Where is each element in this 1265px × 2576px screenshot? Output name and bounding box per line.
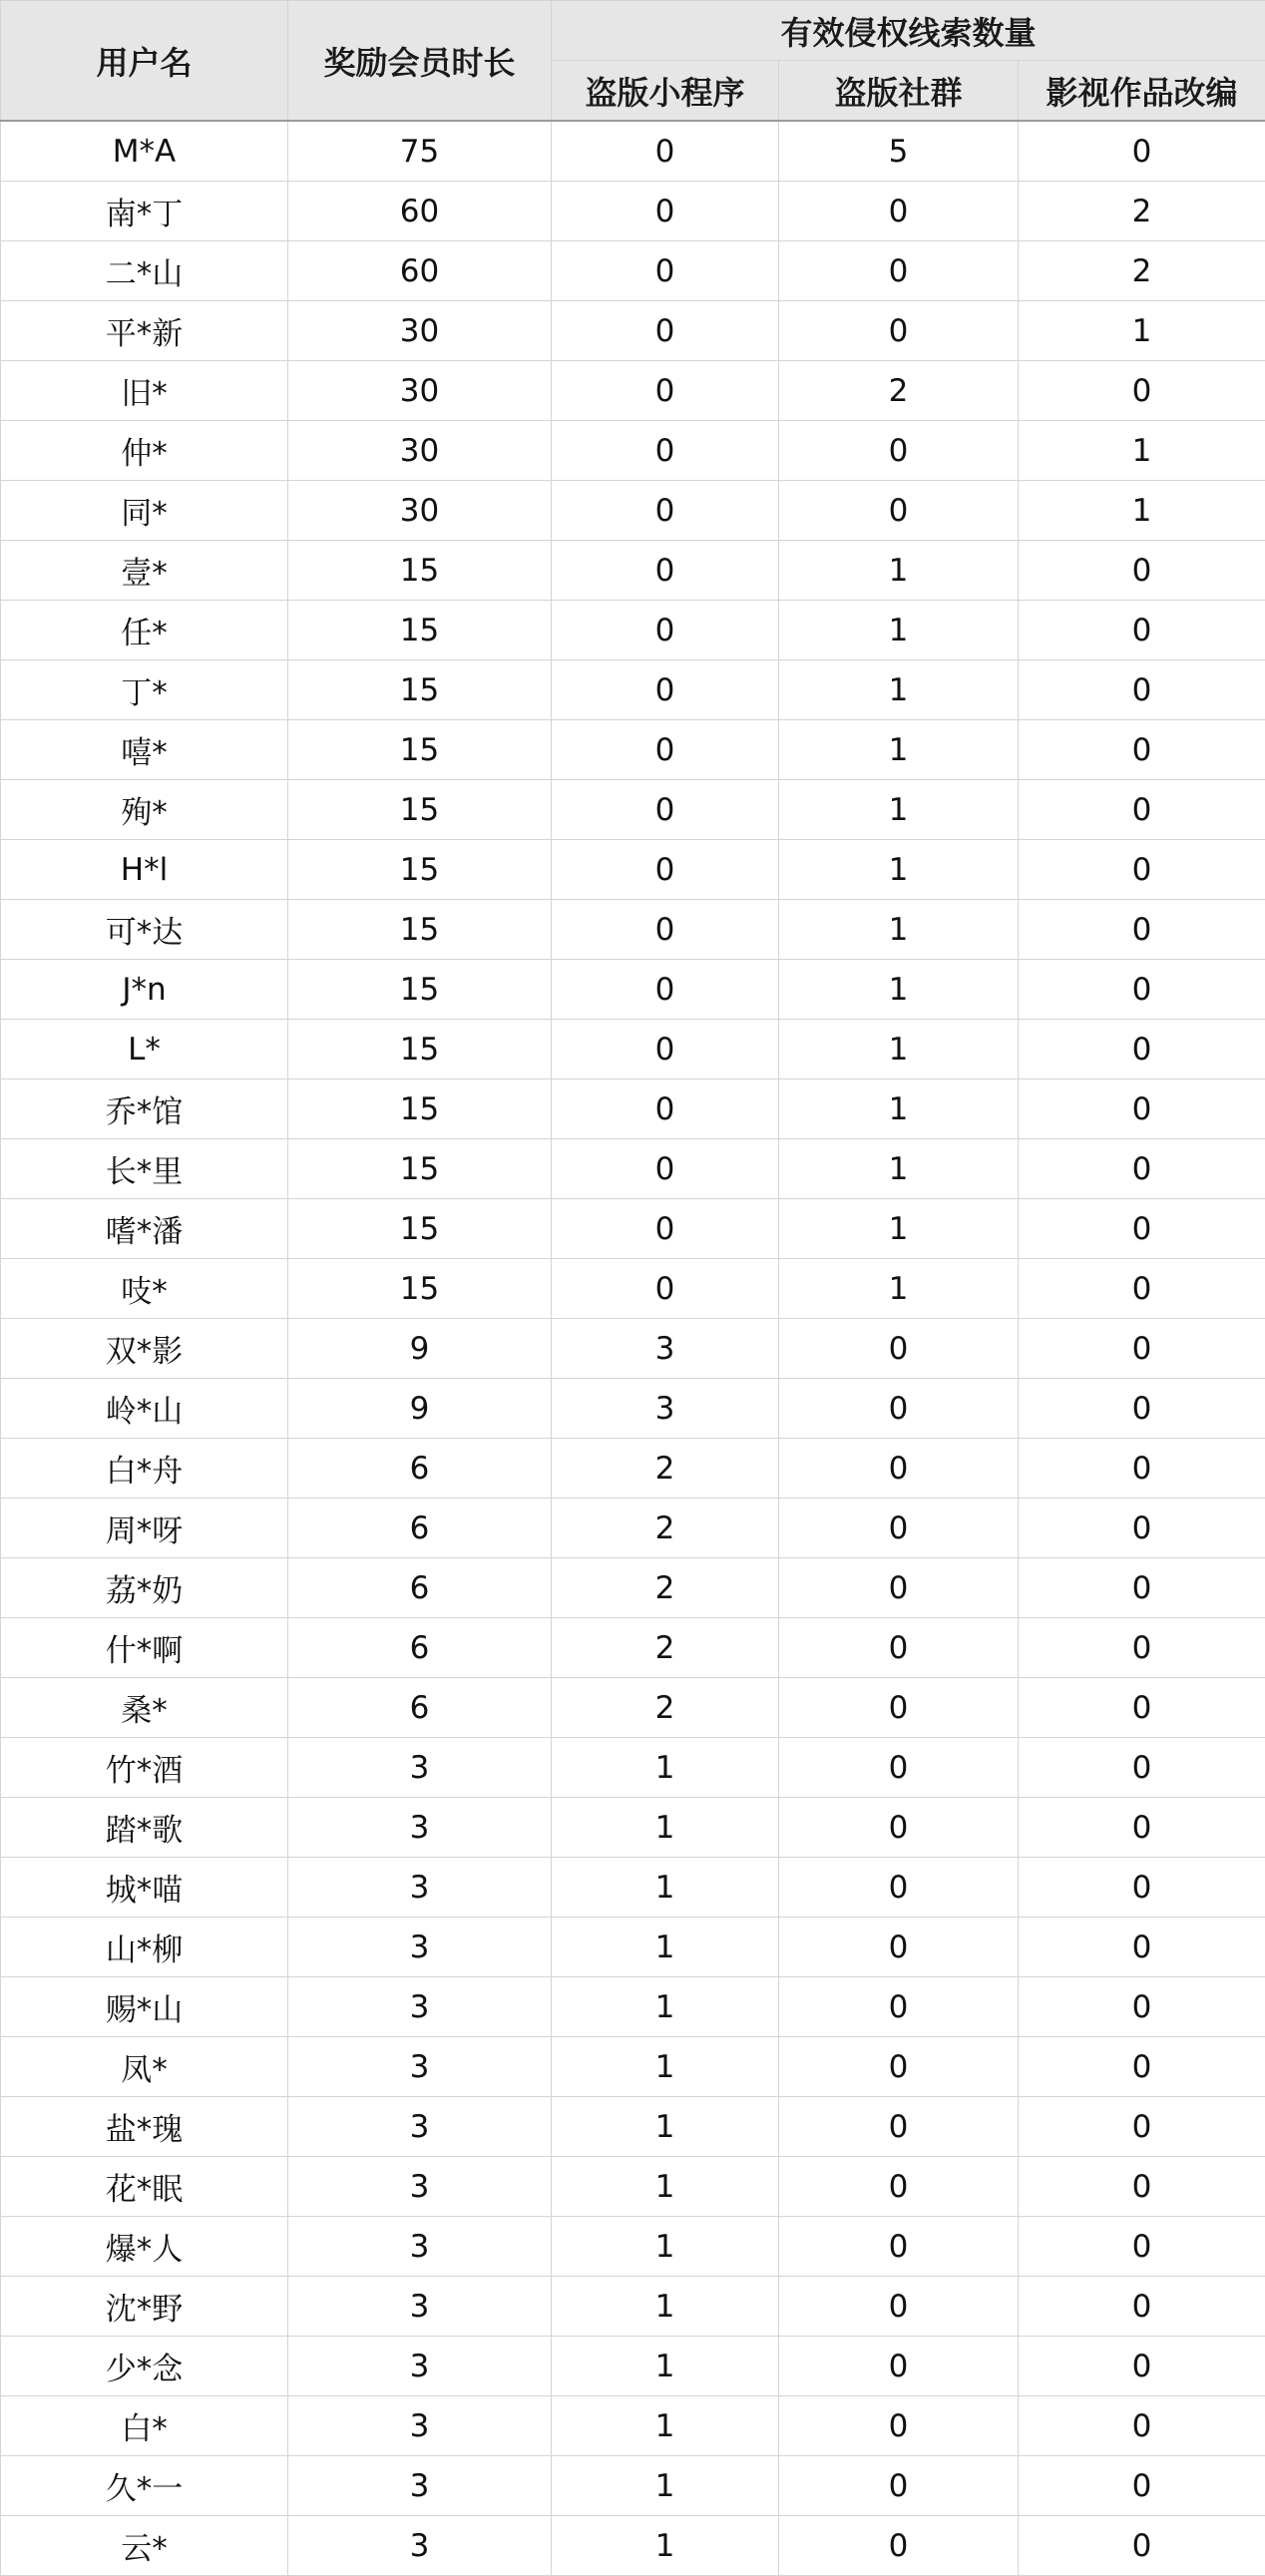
cell-film-adaptation: 0 <box>1019 2396 1265 2456</box>
cell-community: 1 <box>779 780 1019 840</box>
cell-duration: 15 <box>288 1259 552 1319</box>
header-film-adaptation: 影视作品改编 <box>1019 61 1265 122</box>
table-row <box>1 780 1265 840</box>
cell-film-adaptation: 1 <box>1019 301 1265 361</box>
cell-mini-program: 0 <box>552 182 779 241</box>
cell-duration: 15 <box>288 900 552 960</box>
cell-duration: 15 <box>288 1079 552 1139</box>
cell-film-adaptation: 0 <box>1019 1618 1265 1678</box>
header-mini-program: 盗版小程序 <box>552 61 779 122</box>
cell-mini-program: 2 <box>552 1439 779 1499</box>
cell-film-adaptation: 0 <box>1019 1918 1265 1977</box>
cell-duration: 30 <box>288 421 552 481</box>
cell-duration: 15 <box>288 660 552 720</box>
table-row <box>1 1618 1265 1678</box>
cell-duration: 3 <box>288 2396 552 2456</box>
table-row <box>1 481 1265 541</box>
cell-community: 0 <box>779 1798 1019 1858</box>
cell-mini-program: 3 <box>552 1319 779 1379</box>
cell-community: 0 <box>779 2396 1019 2456</box>
table-row <box>1 1977 1265 2037</box>
cell-film-adaptation: 0 <box>1019 960 1265 1020</box>
cell-community: 0 <box>779 2217 1019 2277</box>
cell-duration: 30 <box>288 481 552 541</box>
cell-duration: 6 <box>288 1558 552 1618</box>
cell-mini-program: 1 <box>552 2157 779 2217</box>
table-row <box>1 840 1265 900</box>
cell-film-adaptation: 0 <box>1019 840 1265 900</box>
cell-duration: 6 <box>288 1678 552 1738</box>
cell-username: 赐*山 <box>1 1977 288 2037</box>
cell-mini-program: 3 <box>552 1379 779 1439</box>
cell-duration: 3 <box>288 1977 552 2037</box>
cell-duration: 6 <box>288 1618 552 1678</box>
cell-duration: 15 <box>288 780 552 840</box>
cell-film-adaptation: 1 <box>1019 481 1265 541</box>
table-row <box>1 421 1265 481</box>
cell-duration: 3 <box>288 2456 552 2516</box>
cell-film-adaptation: 0 <box>1019 1678 1265 1738</box>
cell-username: 什*啊 <box>1 1618 288 1678</box>
cell-community: 0 <box>779 2097 1019 2157</box>
cell-film-adaptation: 0 <box>1019 2277 1265 2337</box>
cell-username: H*l <box>1 840 288 900</box>
cell-community: 0 <box>779 2157 1019 2217</box>
table-row <box>1 1139 1265 1199</box>
cell-community: 0 <box>779 241 1019 301</box>
cell-film-adaptation: 0 <box>1019 1738 1265 1798</box>
cell-username: 山*柳 <box>1 1918 288 1977</box>
cell-mini-program: 1 <box>552 2337 779 2396</box>
cell-film-adaptation: 0 <box>1019 1499 1265 1558</box>
table-row <box>1 2337 1265 2396</box>
cell-mini-program: 1 <box>552 1858 779 1918</box>
cell-community: 1 <box>779 541 1019 601</box>
cell-duration: 60 <box>288 182 552 241</box>
cell-film-adaptation: 0 <box>1019 780 1265 840</box>
cell-mini-program: 0 <box>552 720 779 780</box>
cell-mini-program: 0 <box>552 241 779 301</box>
cell-username: 荔*奶 <box>1 1558 288 1618</box>
cell-film-adaptation: 0 <box>1019 1798 1265 1858</box>
cell-username: 乔*馆 <box>1 1079 288 1139</box>
cell-duration: 15 <box>288 840 552 900</box>
cell-community: 0 <box>779 1738 1019 1798</box>
cell-community: 0 <box>779 1977 1019 2037</box>
cell-film-adaptation: 2 <box>1019 182 1265 241</box>
cell-mini-program: 1 <box>552 1738 779 1798</box>
cell-community: 0 <box>779 2037 1019 2097</box>
cell-community: 0 <box>779 1499 1019 1558</box>
cell-community: 0 <box>779 421 1019 481</box>
cell-mini-program: 0 <box>552 1139 779 1199</box>
cell-duration: 3 <box>288 1738 552 1798</box>
cell-community: 0 <box>779 301 1019 361</box>
cell-community: 0 <box>779 1618 1019 1678</box>
table-row <box>1 1079 1265 1139</box>
cell-film-adaptation: 0 <box>1019 1439 1265 1499</box>
cell-film-adaptation: 0 <box>1019 2456 1265 2516</box>
cell-film-adaptation: 0 <box>1019 1139 1265 1199</box>
table-row <box>1 720 1265 780</box>
cell-community: 1 <box>779 900 1019 960</box>
cell-film-adaptation: 0 <box>1019 1858 1265 1918</box>
table-row <box>1 541 1265 601</box>
header-row-top <box>1 1 1265 61</box>
cell-username: 桑* <box>1 1678 288 1738</box>
cell-username: 沈*野 <box>1 2277 288 2337</box>
cell-username: J*n <box>1 960 288 1020</box>
table-row <box>1 121 1265 182</box>
cell-mini-program: 1 <box>552 2277 779 2337</box>
cell-film-adaptation: 0 <box>1019 1319 1265 1379</box>
cell-duration: 15 <box>288 1139 552 1199</box>
cell-community: 0 <box>779 2277 1019 2337</box>
cell-community: 1 <box>779 720 1019 780</box>
cell-username: 周*呀 <box>1 1499 288 1558</box>
cell-duration: 3 <box>288 1798 552 1858</box>
cell-duration: 3 <box>288 2037 552 2097</box>
cell-mini-program: 0 <box>552 481 779 541</box>
table-row <box>1 182 1265 241</box>
table-row <box>1 2456 1265 2516</box>
cell-film-adaptation: 0 <box>1019 2217 1265 2277</box>
cell-mini-program: 0 <box>552 1020 779 1079</box>
cell-community: 0 <box>779 2516 1019 2576</box>
cell-username: 二*山 <box>1 241 288 301</box>
cell-mini-program: 0 <box>552 840 779 900</box>
cell-mini-program: 2 <box>552 1678 779 1738</box>
table-row <box>1 2157 1265 2217</box>
cell-username: 南*丁 <box>1 182 288 241</box>
table-row <box>1 1499 1265 1558</box>
cell-duration: 15 <box>288 601 552 660</box>
cell-mini-program: 1 <box>552 2097 779 2157</box>
cell-film-adaptation: 0 <box>1019 2097 1265 2157</box>
cell-film-adaptation: 0 <box>1019 1020 1265 1079</box>
cell-community: 0 <box>779 2337 1019 2396</box>
cell-film-adaptation: 0 <box>1019 1558 1265 1618</box>
table-row <box>1 2097 1265 2157</box>
table-header <box>1 1 1265 122</box>
cell-mini-program: 2 <box>552 1499 779 1558</box>
cell-community: 1 <box>779 1199 1019 1259</box>
cell-duration: 3 <box>288 2097 552 2157</box>
cell-mini-program: 0 <box>552 780 779 840</box>
cell-username: 白* <box>1 2396 288 2456</box>
cell-username: 平*新 <box>1 301 288 361</box>
cell-mini-program: 0 <box>552 421 779 481</box>
cell-community: 1 <box>779 1020 1019 1079</box>
table-body <box>1 121 1265 2576</box>
table-row <box>1 1379 1265 1439</box>
cell-duration: 3 <box>288 1858 552 1918</box>
cell-duration: 30 <box>288 301 552 361</box>
table-row <box>1 1259 1265 1319</box>
cell-community: 0 <box>779 182 1019 241</box>
table-row <box>1 1858 1265 1918</box>
table-row <box>1 601 1265 660</box>
cell-film-adaptation: 0 <box>1019 660 1265 720</box>
cell-duration: 60 <box>288 241 552 301</box>
table-row <box>1 2277 1265 2337</box>
cell-username: 盐*瑰 <box>1 2097 288 2157</box>
cell-username: 爆*人 <box>1 2217 288 2277</box>
table-row <box>1 2396 1265 2456</box>
cell-username: 花*眠 <box>1 2157 288 2217</box>
cell-username: 仲* <box>1 421 288 481</box>
cell-duration: 15 <box>288 541 552 601</box>
header-duration: 奖励会员时长 <box>288 1 552 122</box>
cell-film-adaptation: 2 <box>1019 241 1265 301</box>
cell-mini-program: 0 <box>552 900 779 960</box>
cell-community: 0 <box>779 1379 1019 1439</box>
cell-username: 踏*歌 <box>1 1798 288 1858</box>
cell-community: 1 <box>779 1079 1019 1139</box>
cell-duration: 3 <box>288 2337 552 2396</box>
cell-mini-program: 0 <box>552 121 779 182</box>
cell-duration: 3 <box>288 2277 552 2337</box>
cell-duration: 6 <box>288 1439 552 1499</box>
cell-mini-program: 1 <box>552 2456 779 2516</box>
cell-film-adaptation: 0 <box>1019 121 1265 182</box>
cell-community: 1 <box>779 1259 1019 1319</box>
cell-duration: 9 <box>288 1379 552 1439</box>
cell-mini-program: 1 <box>552 2516 779 2576</box>
table-row <box>1 1798 1265 1858</box>
table-row <box>1 1439 1265 1499</box>
cell-community: 1 <box>779 660 1019 720</box>
table-row <box>1 1558 1265 1618</box>
cell-username: 岭*山 <box>1 1379 288 1439</box>
cell-username: 同* <box>1 481 288 541</box>
cell-username: 久*一 <box>1 2456 288 2516</box>
header-group-clues: 有效侵权线索数量 <box>552 1 1265 61</box>
cell-duration: 15 <box>288 720 552 780</box>
table-row <box>1 1738 1265 1798</box>
cell-mini-program: 1 <box>552 1918 779 1977</box>
cell-film-adaptation: 0 <box>1019 361 1265 421</box>
cell-username: 嘻* <box>1 720 288 780</box>
cell-username: 城*喵 <box>1 1858 288 1918</box>
cell-mini-program: 0 <box>552 541 779 601</box>
cell-mini-program: 0 <box>552 601 779 660</box>
table-row <box>1 900 1265 960</box>
cell-duration: 75 <box>288 121 552 182</box>
cell-duration: 15 <box>288 960 552 1020</box>
cell-duration: 3 <box>288 2516 552 2576</box>
cell-username: 白*舟 <box>1 1439 288 1499</box>
cell-mini-program: 0 <box>552 960 779 1020</box>
cell-community: 5 <box>779 121 1019 182</box>
cell-duration: 30 <box>288 361 552 421</box>
cell-duration: 3 <box>288 1918 552 1977</box>
cell-film-adaptation: 0 <box>1019 720 1265 780</box>
cell-community: 0 <box>779 1678 1019 1738</box>
cell-username: 云* <box>1 2516 288 2576</box>
table-row <box>1 1319 1265 1379</box>
cell-username: 长*里 <box>1 1139 288 1199</box>
cell-duration: 6 <box>288 1499 552 1558</box>
cell-community: 1 <box>779 960 1019 1020</box>
table-row <box>1 2037 1265 2097</box>
table-row <box>1 960 1265 1020</box>
cell-username: 嗜*潘 <box>1 1199 288 1259</box>
table-row <box>1 301 1265 361</box>
cell-mini-program: 2 <box>552 1558 779 1618</box>
cell-duration: 15 <box>288 1020 552 1079</box>
cell-film-adaptation: 0 <box>1019 601 1265 660</box>
cell-duration: 15 <box>288 1199 552 1259</box>
cell-film-adaptation: 0 <box>1019 2337 1265 2396</box>
table-row <box>1 1199 1265 1259</box>
table-row <box>1 660 1265 720</box>
cell-community: 0 <box>779 1439 1019 1499</box>
header-user: 用户名 <box>1 1 288 122</box>
cell-film-adaptation: 0 <box>1019 2157 1265 2217</box>
cell-film-adaptation: 0 <box>1019 1379 1265 1439</box>
cell-community: 0 <box>779 1319 1019 1379</box>
cell-username: 竹*酒 <box>1 1738 288 1798</box>
table-row <box>1 2217 1265 2277</box>
table-row <box>1 1678 1265 1738</box>
table-row <box>1 361 1265 421</box>
cell-mini-program: 1 <box>552 1977 779 2037</box>
cell-film-adaptation: 0 <box>1019 2516 1265 2576</box>
cell-film-adaptation: 1 <box>1019 421 1265 481</box>
table-row <box>1 2516 1265 2576</box>
cell-community: 1 <box>779 840 1019 900</box>
cell-film-adaptation: 0 <box>1019 1199 1265 1259</box>
cell-mini-program: 1 <box>552 2396 779 2456</box>
cell-mini-program: 0 <box>552 660 779 720</box>
cell-mini-program: 1 <box>552 2217 779 2277</box>
cell-community: 1 <box>779 1139 1019 1199</box>
cell-community: 0 <box>779 1858 1019 1918</box>
cell-mini-program: 2 <box>552 1618 779 1678</box>
cell-mini-program: 0 <box>552 1079 779 1139</box>
table-row <box>1 1918 1265 1977</box>
table-row <box>1 1020 1265 1079</box>
cell-username: 殉* <box>1 780 288 840</box>
cell-film-adaptation: 0 <box>1019 1977 1265 2037</box>
cell-username: 凤* <box>1 2037 288 2097</box>
cell-community: 0 <box>779 2456 1019 2516</box>
cell-community: 0 <box>779 481 1019 541</box>
cell-film-adaptation: 0 <box>1019 541 1265 601</box>
cell-mini-program: 1 <box>552 1798 779 1858</box>
cell-duration: 3 <box>288 2217 552 2277</box>
cell-community: 1 <box>779 601 1019 660</box>
cell-duration: 3 <box>288 2157 552 2217</box>
cell-community: 2 <box>779 361 1019 421</box>
cell-mini-program: 1 <box>552 2037 779 2097</box>
cell-username: M*A <box>1 121 288 182</box>
cell-username: L* <box>1 1020 288 1079</box>
cell-community: 0 <box>779 1918 1019 1977</box>
cell-username: 双*影 <box>1 1319 288 1379</box>
cell-username: 少*念 <box>1 2337 288 2396</box>
cell-username: 吱* <box>1 1259 288 1319</box>
cell-mini-program: 0 <box>552 301 779 361</box>
header-community: 盗版社群 <box>779 61 1019 122</box>
cell-username: 任* <box>1 601 288 660</box>
cell-film-adaptation: 0 <box>1019 900 1265 960</box>
cell-film-adaptation: 0 <box>1019 1259 1265 1319</box>
table-row <box>1 241 1265 301</box>
cell-mini-program: 0 <box>552 1199 779 1259</box>
cell-film-adaptation: 0 <box>1019 2037 1265 2097</box>
cell-mini-program: 0 <box>552 361 779 421</box>
cell-username: 旧* <box>1 361 288 421</box>
cell-film-adaptation: 0 <box>1019 1079 1265 1139</box>
cell-mini-program: 0 <box>552 1259 779 1319</box>
cell-community: 0 <box>779 1558 1019 1618</box>
cell-username: 丁* <box>1 660 288 720</box>
cell-username: 壹* <box>1 541 288 601</box>
cell-duration: 9 <box>288 1319 552 1379</box>
cell-username: 可*达 <box>1 900 288 960</box>
